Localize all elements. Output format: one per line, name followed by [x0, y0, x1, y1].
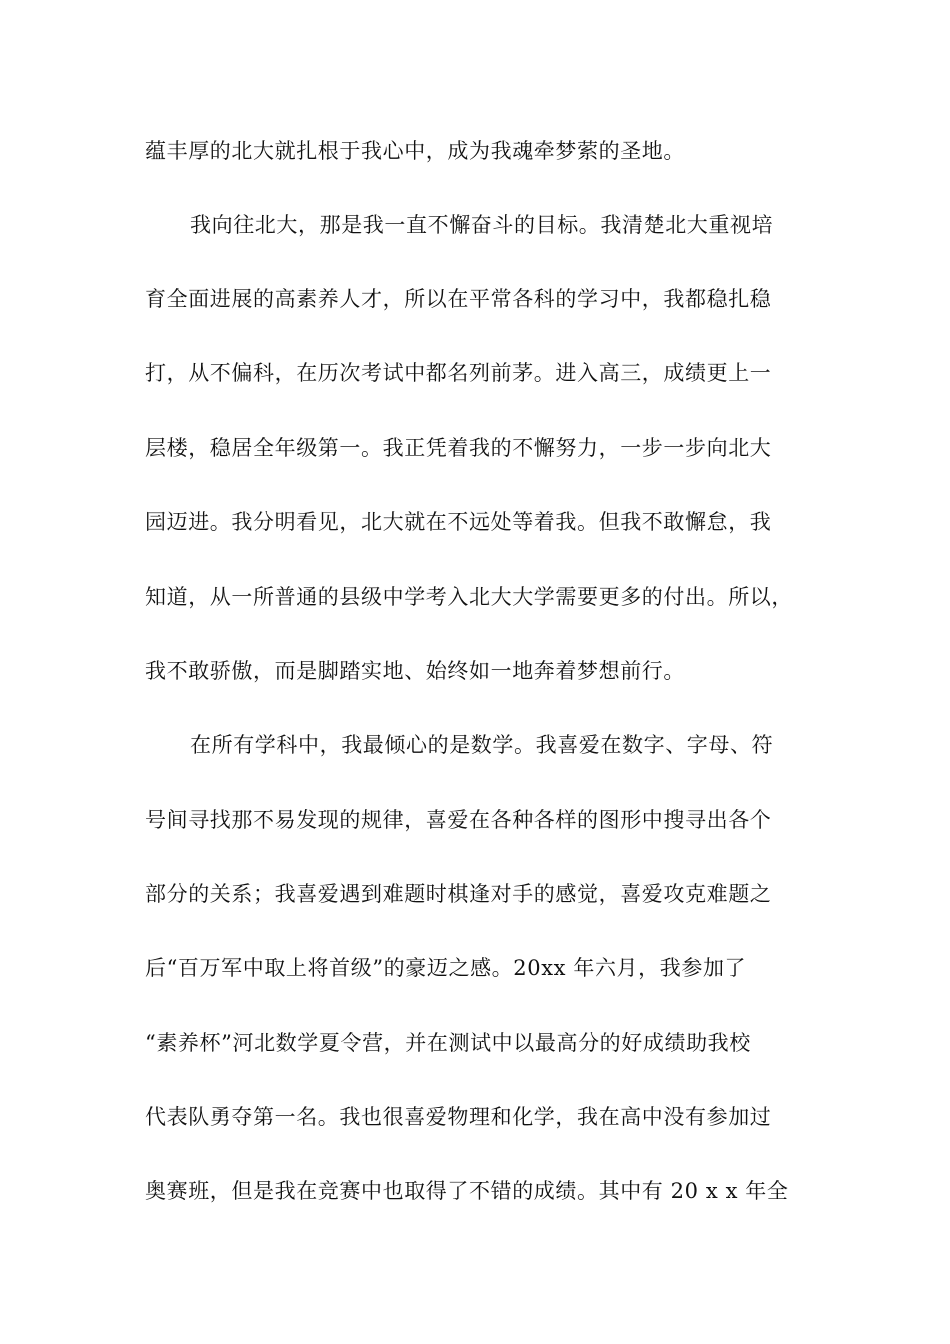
paragraph-line: 奥赛班，但是我在竞赛中也取得了不错的成绩。其中有 20 x x 年全	[145, 1179, 789, 1203]
paragraph-line: 蕴丰厚的北大就扎根于我心中，成为我魂牵梦萦的圣地。	[145, 139, 685, 163]
paragraph-line: 层楼，稳居全年级第一。我正凭着我的不懈努力，一步一步向北大	[145, 436, 772, 460]
paragraph-line: “素养杯”河北数学夏令营，并在测试中以最高分的好成绩助我校	[145, 1031, 751, 1055]
paragraph-line: 知道，从一所普通的县级中学考入北大大学需要更多的付出。所以，	[145, 585, 793, 609]
paragraph-line: 后“百万军中取上将首级”的豪迈之感。20xx 年六月，我参加了	[145, 956, 747, 980]
paragraph-line: 号间寻找那不易发现的规律，喜爱在各种各样的图形中搜寻出各个	[145, 808, 772, 832]
paragraph-line: 园迈进。我分明看见，北大就在不远处等着我。但我不敢懈怠，我	[145, 510, 772, 534]
paragraph-line: 育全面进展的高素养人才，所以在平常各科的学习中，我都稳扎稳	[145, 287, 772, 311]
paragraph-line: 我不敢骄傲，而是脚踏实地、始终如一地奔着梦想前行。	[145, 659, 685, 683]
paragraph-line: 部分的关系；我喜爱遇到难题时棋逢对手的感觉，喜爱攻克难题之	[145, 882, 772, 906]
paragraph-line: 我向往北大，那是我一直不懈奋斗的目标。我清楚北大重视培	[190, 213, 774, 237]
paragraph-line: 代表队勇夺第一名。我也很喜爱物理和化学，我在高中没有参加过	[145, 1105, 772, 1129]
paragraph-line: 打，从不偏科，在历次考试中都名列前茅。进入高三，成绩更上一	[145, 361, 772, 385]
paragraph-line: 在所有学科中，我最倾心的是数学。我喜爱在数字、字母、符	[190, 733, 774, 757]
